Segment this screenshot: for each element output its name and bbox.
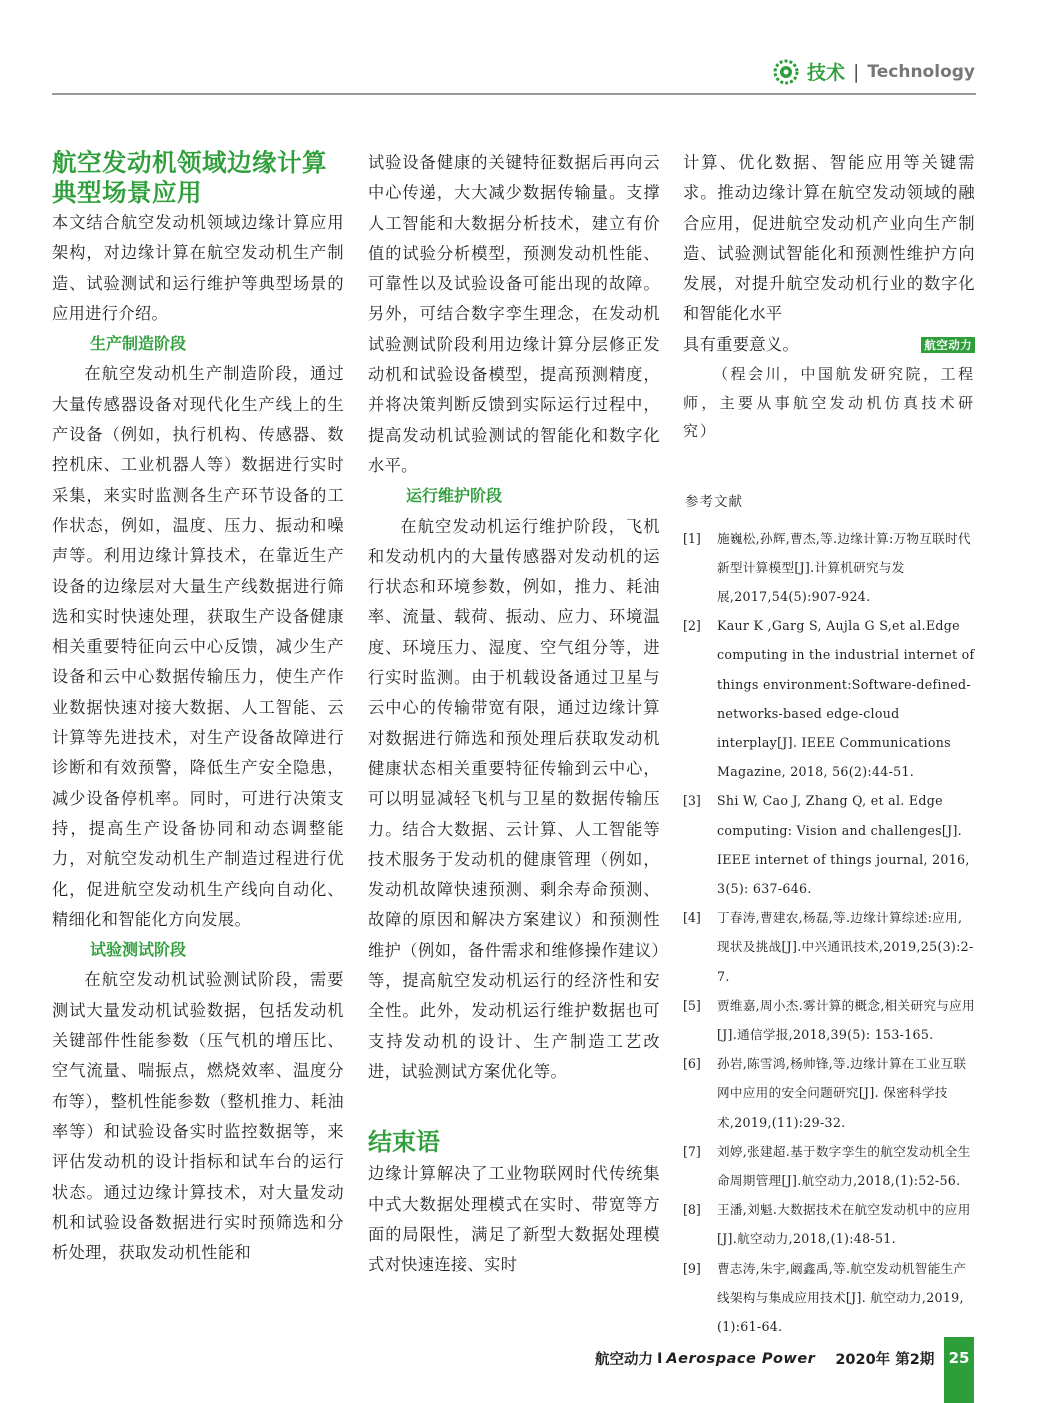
testing-paragraph-cont: 试验设备健康的关键特征数据后再向云中心传递，大大减少数据传输量。支撑人工智能和大数据分析技术，建立有价值的试验分析模型，预测发动机性能、可靠性以及试验设备可能出现的故障。另外，可结合数字孪生理念，在发动机试验测试阶段利用边缘计算分层修正发动机和试验设备模型，提高预测精度，并将决策判断反馈到实际运行过程中，提高发动机试验测试的智能化和数字化水平。 bbox=[368, 153, 660, 475]
header-separator: | bbox=[853, 60, 860, 83]
conclusion-last-text: 具有重要意义。 bbox=[683, 334, 800, 354]
reference-item bbox=[683, 991, 975, 1049]
footer-separator: I bbox=[657, 1350, 663, 1367]
reference-number: [1] bbox=[683, 530, 701, 546]
journal-name-cn: 航空动力 bbox=[595, 1352, 653, 1368]
page-footer bbox=[595, 1348, 934, 1369]
subheading-maintenance: 运行维护阶段 bbox=[406, 486, 503, 506]
subheading-testing: 试验测试阶段 bbox=[90, 940, 187, 960]
page-header bbox=[773, 58, 975, 85]
subheading-production: 生产制造阶段 bbox=[90, 334, 187, 354]
reference-text: 刘婷,张建超.基于数字孪生的航空发动机全生命周期管理[J].航空动力,2018,(1):52-56. bbox=[717, 1143, 971, 1189]
reference-item bbox=[683, 903, 975, 991]
page-number: 25 bbox=[944, 1337, 974, 1403]
reference-text: 丁春涛,曹建农,杨磊,等.边缘计算综述:应用,现状及挑战[J].中兴通讯技术,2019,25(3):2-7. bbox=[717, 910, 974, 984]
conclusion-paragraph-cont: 计算、优化数据、智能应用等关键需求。推动边缘计算在航空发动领域的融合应用，促进航空发动机产业向生产制造、试验测试智能化和预测性维护方向发展，对提升航空发动机行业的数字化和智能化水平 bbox=[683, 153, 975, 324]
reference-text: Kaur K ,Garg S, Aujla G S,et al.Edge computing in the industrial internet of things environment:Software-defined-networks-based edge-cloud interplay[J]. IEEE Communications Magazine, 2018, 56(2):44-51. bbox=[717, 618, 975, 780]
reference-number: [5] bbox=[683, 997, 701, 1013]
reference-text: 王潘,刘魁.大数据技术在航空发动机中的应用[J].航空动力,2018,(1):48-51. bbox=[717, 1202, 971, 1247]
reference-item bbox=[683, 1195, 975, 1253]
reference-item bbox=[683, 1049, 975, 1137]
reference-text: Shi W, Cao J, Zhang Q, et al. Edge computing: Vision and challenges[J]. IEEE internet of things journal, 2016, 3(5): 637-646. bbox=[717, 793, 970, 897]
conclusion-last-line bbox=[683, 330, 975, 360]
issue-label: 2020年 第2期 bbox=[835, 1352, 935, 1368]
conclusion-heading: 结束语 bbox=[368, 1128, 440, 1157]
reference-number: [2] bbox=[683, 618, 701, 634]
production-paragraph: 在航空发动机生产制造阶段，通过大量传感器设备对现代化生产线上的生产设备（例如，执行机构、传感器、数控机床、工业机器人等）数据进行实时采集，来实时监测各生产环节设备的工作状态，例如，温度、压力、振动和噪声等。利用边缘计算技术，在靠近生产设备的边缘层对大量生产线数据进行筛选和实时快速处理，获取生产设备健康相关重要特征向云中心反馈，减少生产设备和云中心数据传输压力，使生产作业数据快速对接大数据、人工智能、云计算等先进技术，对生产设备故障进行诊断和有效预警，降低生产安全隐患，减少设备停机率。同时，可进行决策支持，提高生产设备协同和动态调整能力，对航空发动机生产制造过程进行优化，促进航空发动机生产线向自动化、精细化和智能化方向发展。 bbox=[52, 364, 344, 929]
header-rule bbox=[52, 93, 976, 95]
author-note: （程会川，中国航发研究院，工程师，主要从事航空发动机仿真技术研究） bbox=[683, 365, 975, 441]
section-label-cn: 技术 bbox=[806, 62, 845, 84]
column-1 bbox=[52, 148, 344, 1268]
references-heading: 参考文献 bbox=[685, 493, 743, 510]
section-label-en: Technology bbox=[867, 61, 975, 82]
reference-text: 施巍松,孙辉,曹杰,等.边缘计算:万物互联时代新型计算模型[J].计算机研究与发展,2017,54(5):907-924. bbox=[717, 530, 971, 604]
reference-item bbox=[683, 1254, 975, 1342]
reference-number: [8] bbox=[683, 1202, 701, 1218]
reference-number: [7] bbox=[683, 1143, 701, 1159]
reference-item bbox=[683, 786, 975, 903]
maintenance-paragraph: 在航空发动机运行维护阶段，飞机和发动机内的大量传感器对发动机的运行状态和环境参数，例如，推力、耗油率、流量、载荷、振动、应力、环境温度、环境压力、湿度、空气组分等，进行实时监测。由于机载设备通过卫星与云中心的传输带宽有限，通过边缘计算对数据进行筛选和预处理后获取发动机健康状态相关重要特征传输到云中心，可以明显减轻飞机与卫星的数据传输压力。结合大数据、云计算、人工智能等技术服务于发动机的健康管理（例如，发动机故障快速预测、剩余寿命预测、故障的原因和解决方案建议）和预测性维护（例如，备件需求和维修操作建议）等，提高航空发动机运行的经济性和安全性。此外，发动机运行维护数据也可支持发动机的设计、生产制造工艺改进，试验测试方案优化等。 bbox=[368, 516, 660, 1081]
reference-text: 孙岩,陈雪鸿,杨帅锋,等.边缘计算在工业互联网中应用的安全问题研究[J]. 保密科学技术,2019,(11):29-32. bbox=[717, 1056, 967, 1130]
column-2 bbox=[368, 148, 660, 1280]
reference-text: 贾维嘉,周小杰.雾计算的概念,相关研究与应用[J].通信学报,2018,39(5): 153-165. bbox=[717, 997, 975, 1043]
reference-list bbox=[683, 524, 975, 1342]
reference-text: 曹志涛,朱宇,阚鑫禹,等.航空发动机智能生产线架构与集成应用技术[J]. 航空动力,2019,(1):61-64. bbox=[717, 1260, 967, 1335]
reference-item bbox=[683, 524, 975, 612]
journal-name-en: Aerospace Power bbox=[666, 1350, 816, 1367]
intro-paragraph: 本文结合航空发动机领域边缘计算应用架构，对边缘计算在航空发动机生产制造、试验测试和运行维护等典型场景的应用进行介绍。 bbox=[52, 213, 344, 323]
reference-number: [9] bbox=[683, 1260, 701, 1276]
reference-number: [6] bbox=[683, 1056, 701, 1072]
reference-number: [4] bbox=[683, 910, 701, 926]
reference-item bbox=[683, 1137, 975, 1195]
reference-item bbox=[683, 611, 975, 786]
reference-number: [3] bbox=[683, 793, 701, 809]
column-3 bbox=[683, 148, 975, 1341]
article-title: 航空发动机领域边缘计算典型场景应用 bbox=[52, 148, 327, 207]
conclusion-paragraph: 边缘计算解决了工业物联网时代传统集中式大数据处理模式在实时、带宽等方面的局限性，满足了新型大数据处理模式对快速连接、实时 bbox=[368, 1164, 660, 1275]
gear-leaf-icon bbox=[773, 59, 799, 85]
testing-paragraph: 在航空发动机试验测试阶段，需要测试大量发动机试验数据，包括发动机关键部件性能参数（压气机的增压比、空气流量、喘振点，燃烧效率、温度分布等），整机性能参数（整机推力、耗油率等）和试验设备实时监控数据等，来评估发动机的设计指标和试车台的运行状态。通过边缘计算技术，对大量发动机和试验设备数据进行实时预筛选和分析处理，获取发动机性能和 bbox=[52, 970, 344, 1263]
end-mark-badge: 航空动力 bbox=[921, 337, 975, 353]
